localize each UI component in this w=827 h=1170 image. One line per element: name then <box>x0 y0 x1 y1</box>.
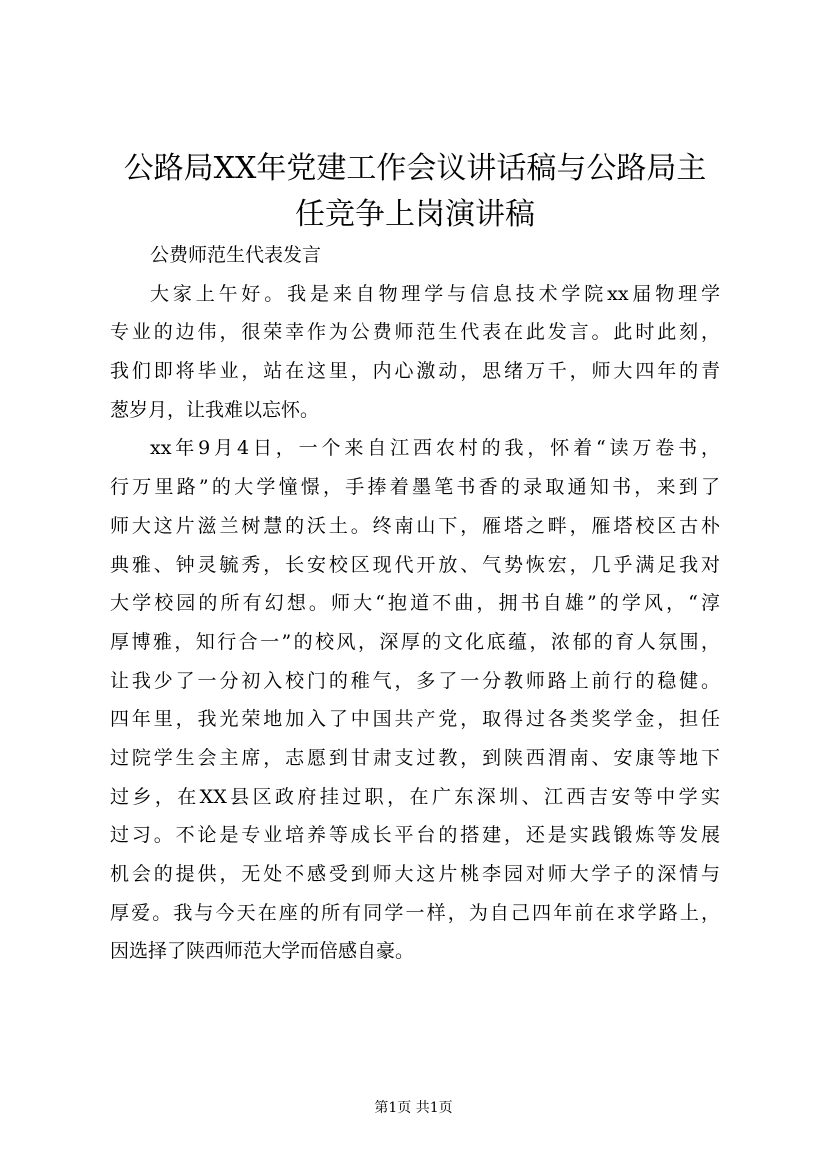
paragraph-line: 过习。不论是专业培养等成长平台的搭建，还是实践锻炼等发展 <box>110 824 720 847</box>
paragraph-line: 让我少了一分初入校门的稚气，多了一分教师路上前行的稳健。 <box>110 669 720 692</box>
paragraph-line: 我们即将毕业，站在这里，内心激动，思绪万千，师大四年的青 <box>110 360 720 383</box>
title-line-2: 任竞争上岗演讲稿 <box>295 197 535 232</box>
paragraph-line: xx年9月4日，一个来自江西农村的我，怀着“读万卷书， <box>150 437 720 460</box>
paragraph-line: 大家上午好。我是来自物理学与信息技术学院xx届物理学 <box>150 282 720 305</box>
paragraph-line: 厚博雅，知行合一”的校风，深厚的文化底蕴，浓郁的育人氛围， <box>110 630 720 653</box>
paragraph-line: 过乡，在XX县区政府挂过职，在广东深圳、江西吉安等中学实 <box>110 785 720 808</box>
paragraph-line: 行万里路”的大学憧憬，手捧着墨笔书香的录取通知书，来到了 <box>110 476 720 499</box>
paragraph-line: 典雅、钟灵毓秀，长安校区现代开放、气势恢宏，几乎满足我对 <box>110 553 720 576</box>
document-body <box>110 236 720 971</box>
paragraph-line: 四年里，我光荣地加入了中国共产党，取得过各类奖学金，担任 <box>110 708 720 731</box>
paragraph-line: 机会的提供，无处不感受到师大这片桃李园对师大学子的深情与 <box>110 863 720 885</box>
paragraph-line: 大学校园的所有幻想。师大“抱道不曲，拥书自雄”的学风，“淳 <box>110 592 720 615</box>
paragraph-line: 专业的边伟，很荣幸作为公费师范生代表在此发言。此时此刻， <box>110 321 720 344</box>
paragraph-line: 厚爱。我与今天在座的所有同学一样，为自己四年前在求学路上， <box>110 901 720 924</box>
paragraph-line: 葱岁月，让我难以忘怀。 <box>110 398 320 421</box>
title-line-1: 公路局XX年党建工作会议讲话稿与公路局主 <box>123 151 707 186</box>
speech-heading: 公费师范生代表发言 <box>150 244 322 266</box>
paragraph-line: 师大这片滋兰树慧的沃土。终南山下，雁塔之畔，雁塔校区古朴 <box>110 514 720 537</box>
document-title <box>110 146 720 238</box>
paragraph-line: 过院学生会主席，志愿到甘肃支过教，到陕西渭南、安康等地下 <box>110 746 720 769</box>
page-footer: 第1页 共1页 <box>374 1100 453 1116</box>
paragraph-line: 因选择了陕西师范大学而倍感自豪。 <box>110 940 415 963</box>
